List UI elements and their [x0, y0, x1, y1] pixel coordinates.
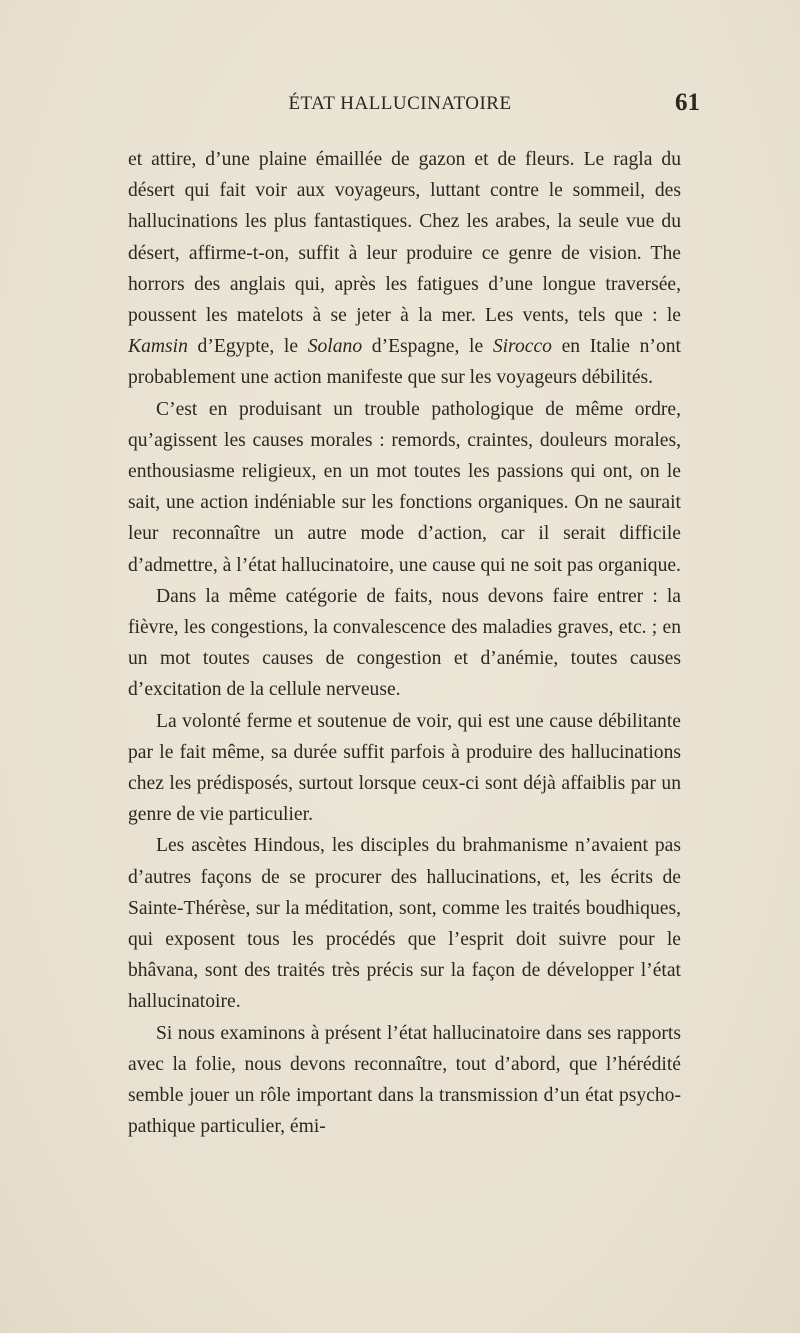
paragraph-6: Si nous examinons à présent l’état hallucinatoire dans ses rapports avec la folie, nous devons reconnaître, tout d’abord, que l’hérédité semble jouer un rôle important dans la transmission d’un état psycho-pathique particulier, émi-	[128, 1022, 681, 1138]
italic-term-sirocco: Sirocco	[492, 336, 552, 358]
italic-term-solano: Solano	[307, 336, 363, 358]
running-title: ÉTAT HALLUCINATOIRE	[288, 93, 512, 114]
body-text	[128, 144, 681, 1143]
italic-term-kamsin: Kamsin	[128, 336, 188, 358]
paragraph-3: Dans la même catégorie de faits, nous devons faire entrer : la fièvre, les congestions, la convalescence des maladies graves, etc. ; en un mot toutes causes de congestion et d’anémie, toutes causes d’excitation de la cellule nerveuse.	[128, 585, 681, 701]
paragraph-2: C’est en produisant un trouble pathologique de même ordre, qu’agissent les causes morales : remords, craintes, douleurs morales, enthousiasme religieux, en un mot toutes les passions qui ont, on le sait, une action indéniable sur les fonctions organiques. On ne saurait leur reconnaître un autre mode d’action, car il serait difficile d’admettre, à l’état hallucinatoire, une cause qui ne soit pas organique.	[128, 398, 681, 576]
paragraph-1: et attire, d’une plaine émaillée de gazon et de fleurs. Le ragla du désert qui fait voir aux voyageurs, luttant contre le sommeil, des hallucinations les plus fantastiques. Chez les arabes, la seule vue du désert, affirme-t-on, suffit à leur produire ce genre de vision. The horrors des anglais qui, après les fatigues d’une longue traversée, poussent les matelots à se jeter à la mer. Les vents, tels que : le Kamsin d’Egypte, le Solano d’Espagne, le Sirocco en Italie n’ont probablement une action manifeste que sur les voyageurs débilités.	[128, 149, 681, 389]
page-number: 61	[675, 89, 700, 116]
paragraph-4: La volonté ferme et soutenue de voir, qui est une cause débilitante par le fait même, sa durée suffit parfois à produire des hallucinations chez les prédisposés, surtout lorsque ceux-ci sont déjà affaiblis par un genre de vie particulier.	[128, 710, 681, 826]
paragraph-5: Les ascètes Hindous, les disciples du brahmanisme n’avaient pas d’autres façons de se procurer des hallucinations, et, les écrits de Sainte-Thérèse, sur la méditation, sont, comme les traités boudhiques, qui exposent tous les procédés que l’esprit doit suivre pour le bhâvana, sont des traités très précis sur la façon de développer l’état hallucinatoire.	[128, 835, 681, 1013]
page-header	[0, 89, 800, 117]
